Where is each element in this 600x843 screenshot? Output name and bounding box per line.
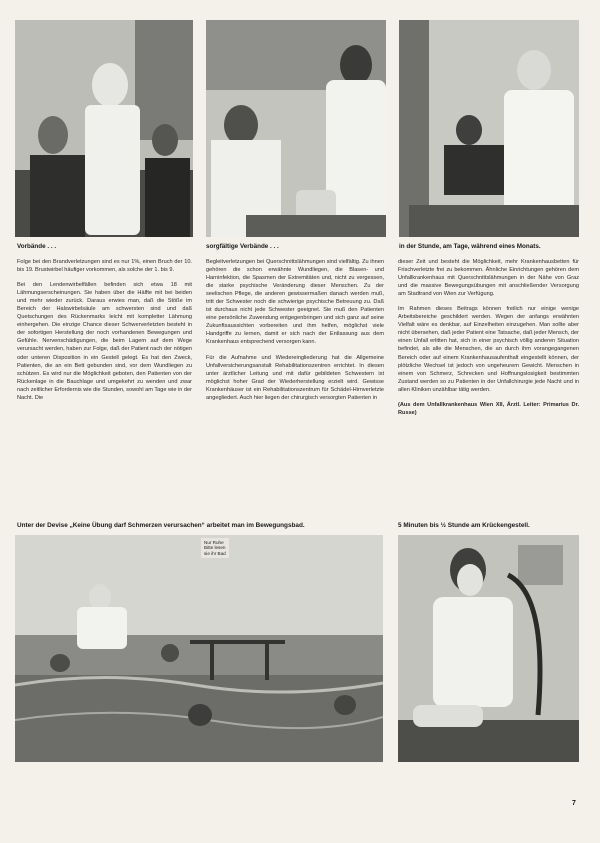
caption-top-right: in der Stunde, am Tage, während eines Monats.: [399, 243, 541, 250]
column-2-paragraph: Für die Aufnahme und Wiedereingliederung hat die Allgemeine Unfallversicherungsanstalt Rehabilitationszentren errichtet. In diesen unter ärztlicher Leitung und mit dafür gebildeten Schwestern ist möglichst hoher Grad der Wiederherstellung erzielt wird. Gewisse Krankenhäuser ist ein Rehabilitationszentrum für Schädel-Hirnverletzte angegliedert. Auch hier liegen der chirurgisch versorgten Patienten in: [206, 354, 384, 401]
photo-crutch-frame: [398, 535, 579, 762]
column-3-paragraph: Im Rahmen dieses Beitrags können freilich nur einige wenige Arbeitsbereiche geschildert werden. Wegen der anfangs erwähnten Vielfalt wäre es denkbar, auf Einzelheiten einzugehen. Man sollte aber nicht übersehen, daß jeder Patient eine Tatsache, daß jeder Mensch, der einen Unfall erlitten hat, sich in einer psychisch völlig anderen Situation befindet, als alle die Menschen, die an durch ihm vorangegangenen Bereich oder auf einem Krankenhausaufenthalt eingestellt können, der plötzliche Wechsel ist jedoch von ungeheurem Gewicht. Menschen in einem von Schmerz, Schrecken und Hoffnungslosigkeit bestimmten Zustand werden so zu Patienten in der Unfallchirurgie jede Nacht und in allen Kliniken unzählbar tätig werden.: [398, 306, 579, 393]
column-2-paragraph: Begleitverletzungen bei Querschnittslähmungen sind vielfältig. Zu ihnen gehören die schon erwähnte Wundliegen, die Blasen- und Harninfektion, die Spasmen der Extremitäten und, nicht zu vergessen, die starke psychische Veränderung dieser Menschen. Zu der seelischen Pflege, die anderen gewissermaßen danach werden muß, tritt der Schwester noch die schwierige psychische Betreuung zu. Daß ist durchaus nicht jede Schwester geeignet. Sie muß den Patienten eine persönliche Zuwendung entgegenbringen und sich ganz auf seine Zukunftsaussichten vorbereiten und ihm helfen, möglichst viele Handgriffe zu lernen, damit er sich nach der Entlassung aus dem Krankenhaus entsprechend versorgen kann.: [206, 259, 384, 346]
photo-nurse-bandaging-patient: [15, 20, 193, 237]
heading-crutch-frame: 5 Minuten bis ½ Stunde am Krückengestell.: [398, 522, 530, 529]
heading-movement-pool: Unter der Devise „Keine Übung darf Schmerzen verursachen“ arbeitet man im Bewegungsbad.: [17, 522, 305, 529]
column-1-paragraph: Bei den Lendenwirbelfällen befinden sich etwa 18 mit Lähmungserscheinungen. Sie haben über die Hälfte mit bei beiden und mehr wieder zurück. Daraus erwies man, daß die Stöße im Bereich der Halswirbelsäule am schwersten sind und daß Quetschungen des Rückenmarks leicht mit kompletter Lähmung einhergehen. Die einzige Chance dieser Schwerverletzten besteht in der sofortigen Herstellung der noch vorhandenen Bewegungen und Gefühle. Nervenschädigungen, die beim Lagern auf dem Wege verursacht werden, haben zur Folge, daß der Patient nach der nötigen oder unteren Disposition in ein Gestell gelegt. Es hat den Zweck, Patienten, die an ein Bett gebunden sind, vor dem Wundliegen zu schützen. Es wird nur die Möglichkeit geboten, den Patienten von der Rückenlage in die Bauchlage und umgekehrt zu wenden und zwar nach zeitlicher Erfordernis wie die Stunden, sowohl am Tage wie in der Nacht. Die: [17, 282, 192, 401]
photo-bandage-preparation: [206, 20, 386, 237]
pool-sign: Nur Ruhe Bitte lesen sie ihr Bad: [201, 538, 229, 558]
caption-top-middle: sorgfältige Verbände . . .: [206, 243, 279, 250]
text-column-2: [206, 258, 384, 402]
text-column-1: [17, 258, 192, 402]
page-number: 7: [572, 800, 576, 807]
photo-movement-pool: [15, 535, 383, 762]
column-3-paragraph: dieser Zeit und besteht die Möglichkeit, mehr Krankenhausbetten für Frischverletzte frei zu bekommen. Ähnliche Einrichtungen gehören dem Unfallkrankenhaus mit Querschnittslähmungen in der Nähe von Graz und die massive Bewegungsübungen mit anschließender Versorgung am Stadtrand von Wien zur Verfügung.: [398, 259, 579, 298]
photo-nurse-with-patients: [399, 20, 579, 237]
column-1-paragraph: Folge bei den Brandverletzungen sind es nur 1%, einen Bruch der 10. bis 19. Brustwirbel häufiger vorkommen, als solche der 1. bis 9.: [17, 259, 192, 274]
column-3-signature: (Aus dem Unfallkrankenhaus Wien XII, Ärztl. Leiter: Primarius Dr. Russe): [398, 401, 579, 416]
caption-top-left: Vorbände . . .: [17, 243, 57, 250]
text-column-3: [398, 258, 579, 417]
